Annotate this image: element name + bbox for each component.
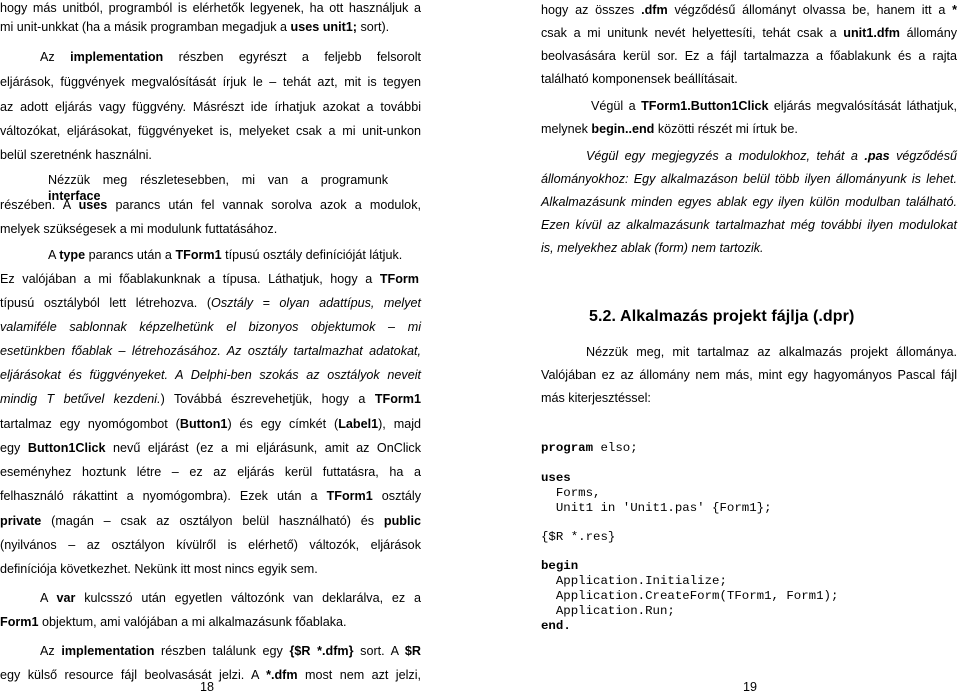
text-line: az adott eljárás vagy függvény. Másrészt ide írhatjuk azokat a további	[0, 100, 421, 114]
text-line: is, melyekhez ablak (form) nem tartozik.	[541, 241, 764, 255]
text-line: eljárásokat és függvényeket. A Delphi-ben szokás az osztályok neveit	[0, 368, 421, 382]
text-line: csak a mi unitunk nevét helyettesíti, tehát csak a unit1.dfm állomány	[541, 26, 957, 40]
text-line: egy külső resource fájl beolvasását jelzi. A *.dfm most nem azt jelzi,	[0, 668, 421, 682]
text-line: eljárások, függvények megvalósítását írjuk le – tehát azt, mit is tegyen	[0, 75, 421, 89]
text-line: Végül egy megjegyzés a modulokhoz, tehát a .pas végződésű	[586, 149, 957, 163]
text-line: hogy más unitból, programból is elérhetők legyenek, ha ott használjuk a	[0, 1, 421, 15]
section-heading: 5.2. Alkalmazás projekt fájlja (.dpr)	[589, 308, 855, 325]
text-line: private (magán – csak az osztályon belül használható) és public	[0, 514, 421, 528]
text-line: Nézzük meg, mit tartalmaz az alkalmazás projekt állománya.	[586, 345, 957, 359]
text-line: található komponensek beállításait.	[541, 72, 738, 86]
text-line: valamiféle sablonnak képzelhetünk el bizonyos objektumok – mi	[0, 320, 421, 334]
code-line: Forms,	[541, 486, 601, 500]
text-line: definíciója következhet. Nekünk itt most nincs egyik sem.	[0, 562, 318, 576]
code-line: begin	[541, 559, 579, 573]
text-line: melynek begin..end közötti részét mi írtuk be.	[541, 122, 798, 136]
text-line: Ez valójában a mi főablakunknak a típusa. Láthatjuk, hogy a TForm	[0, 272, 419, 286]
code-line: Application.Initialize;	[541, 574, 727, 588]
text-line: melyek szükségesek a mi modulunk futtatásához.	[0, 222, 278, 236]
text-line: hogy az összes .dfm végződésű állományt olvassa be, hanem itt a *	[541, 3, 957, 17]
text-line: Végül a TForm1.Button1Click eljárás megvalósítását láthatjuk,	[591, 99, 958, 113]
text-line: esetünkben főablak – létrehozásához. Az osztály tartalmazhat adatokat,	[0, 344, 421, 358]
text-line: Form1 objektum, ami valójában a mi alkalmazásunk főablaka.	[0, 615, 347, 629]
text-line: típusú osztályból lett létrehozva. (Osztály = olyan adattípus, melyet	[0, 296, 421, 310]
page-number: 19	[743, 680, 758, 694]
text-line: változókat, eljárásokat, függvényeket is, melyeket csak a mi unit-unkon	[0, 124, 421, 138]
text-line: Az implementation részben találunk egy {$R *.dfm} sort. A $R	[40, 644, 422, 658]
text-line: egy Button1Click nevű eljárást (ez a mi eljárásunk, amit az OnClick	[0, 441, 422, 455]
text-line: beolvasására kerül sor. Ez a fájl tartalmazza a főablakunk és a rajta	[541, 49, 957, 63]
code-line: end.	[541, 619, 571, 633]
text-line: állományokhoz: Egy alkalmazáson belül több ilyen állományunk is lehet.	[541, 172, 957, 186]
code-line: uses	[541, 471, 571, 485]
text-line: Valójában ez az állomány nem más, mint egy hagyományos Pascal fájl	[541, 368, 957, 382]
text-line: mindig T betűvel kezdeni.) Továbbá észrevehetjük, hogy a TForm1	[0, 392, 421, 406]
text-line: tartalmaz egy nyomógombot (Button1) és egy címkét (Label1), majd	[0, 417, 422, 431]
code-line: program elso;	[541, 441, 638, 455]
text-line: más kiterjesztéssel:	[541, 391, 651, 405]
text-line: A var kulcsszó után egyetlen változónk van deklarálva, ez a	[40, 591, 421, 605]
code-line: Application.Run;	[541, 604, 675, 618]
text-line: A type parancs után a TForm1 típusú osztály definícióját látjuk.	[48, 248, 403, 262]
text-line: Ezen kívül az alkalmazásunk tartalmazhat még további ilyen modulokat	[541, 218, 957, 232]
text-line: Alkalmazásunk minden egyes ablak egy ilyen külön modulban található.	[541, 195, 957, 209]
code-line: Application.CreateForm(TForm1, Form1);	[541, 589, 839, 603]
text-line: mi unit-unkkat (ha a másik programban megadjuk a uses unit1; sort).	[0, 20, 390, 34]
page-number: 18	[200, 680, 215, 694]
text-line: eseményhez hoztunk létre – ez az eljárás kerül futtatásra, ha a	[0, 465, 421, 479]
text-line: Nézzük meg részletesebben, mi van a programunk interface	[48, 173, 388, 203]
code-line: {$R *.res}	[541, 530, 616, 544]
code-line: Unit1 in 'Unit1.pas' {Form1};	[541, 501, 772, 515]
text-line: Az implementation részben egyrészt a feljebb felsorolt	[40, 50, 421, 64]
text-line: részében. A uses parancs után fel vannak sorolva azok a modulok,	[0, 198, 421, 212]
text-line: felhasználó rákattint a nyomógombra). Ezek után a TForm1 osztály	[0, 489, 421, 503]
text-line: (nyilvános – az osztályon kívülről is elérhető) változók, eljárások	[0, 538, 421, 552]
text-line: belül szeretnénk használni.	[0, 148, 152, 162]
